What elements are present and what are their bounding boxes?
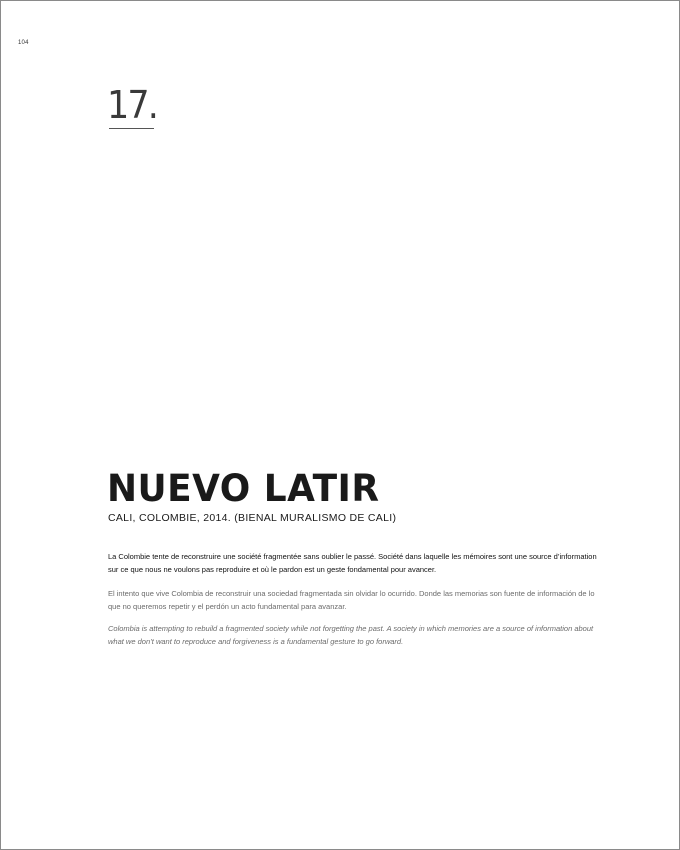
project-title: NUEVO LATIR (107, 467, 380, 510)
description-spanish: El intento que vive Colombia de reconstruir una sociedad fragmentada sin olvidar lo ocurrido. Donde las memorias son fuente de información de lo que no queremos repetir y el perdón un acto fundamental para avanzar. (108, 589, 595, 611)
chapter-number: 17. (107, 83, 158, 127)
chapter-divider (109, 128, 154, 129)
description-french: La Colombie tente de reconstruire une société fragmentée sans oublier le passé. Société dans laquelle les mémoires sont une source d’information sur ce que nous ne voulons pas reproduire et où le pardon est un geste fondamental pour avancer. (108, 552, 597, 574)
page-number: 104 (18, 40, 29, 46)
project-subtitle: CALI, COLOMBIE, 2014. (BIENAL MURALISMO DE CALI) (108, 512, 397, 524)
description-english: Colombia is attempting to rebuild a fragmented society while not forgetting the past. A society in which memories are a source of information about what we don’t want to reproduce and forgiveness is a fundamental gesture to go forward. (108, 624, 594, 646)
